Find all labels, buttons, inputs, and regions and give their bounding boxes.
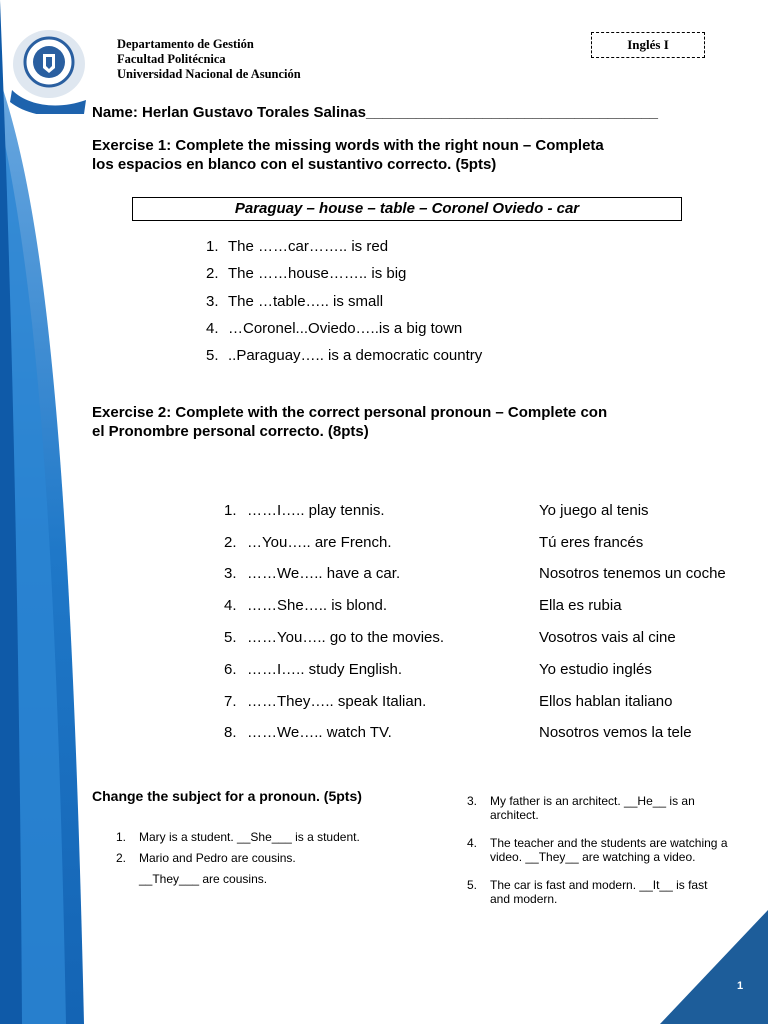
exercise3-item — [116, 851, 296, 865]
exercise2-item — [224, 661, 402, 678]
item-english: ……I….. play tennis. — [247, 502, 385, 519]
exercise1-title-line2: los espacios en blanco con el sustantivo correcto. (5pts) — [92, 156, 497, 173]
item-number: 1. — [206, 238, 219, 255]
student-name-line: Name: Herlan Gustavo Torales Salinas___________________________________ — [92, 104, 658, 121]
item-text: Mary is a student. __She___ is a student. — [139, 830, 360, 844]
exercise1-item — [206, 293, 383, 310]
item-number: 3. — [206, 293, 219, 310]
item-english: ……I….. study English. — [247, 661, 403, 678]
item-number: 5. — [467, 878, 478, 892]
item-text: The ……car…….. is red — [228, 238, 389, 255]
item-number: 3. — [467, 794, 478, 808]
item-text-line2: video. __They__ are watching a video. — [490, 850, 696, 864]
item-number: 4. — [224, 597, 237, 614]
item-english: ……She….. is blond. — [247, 597, 388, 614]
item-number: 1. — [116, 830, 127, 844]
item-text-line2: and modern. — [490, 892, 558, 906]
exercise1-item — [206, 320, 462, 337]
item-text-line2: architect. — [490, 808, 539, 822]
exercise2-title-line1: Exercise 2: Complete with the correct personal pronoun – Complete con — [92, 404, 608, 421]
course-box: Inglés I — [591, 32, 705, 58]
corner-triangle-decoration — [660, 910, 768, 1024]
item-number: 1. — [224, 502, 237, 519]
exercise2-item — [224, 502, 385, 519]
item-number: 4. — [467, 836, 478, 850]
exercise2-item — [224, 629, 444, 646]
item-text: …Coronel...Oviedo…..is a big town — [228, 320, 463, 337]
department-label: Departamento de Gestión — [117, 37, 254, 51]
item-text-line1: My father is an architect. __He__ is an — [490, 794, 695, 808]
word-bank-box: Paraguay – house – table – Coronel Oviedo - car — [132, 197, 682, 221]
item-text: ..Paraguay….. is a democratic country — [228, 347, 483, 364]
exercise2-item — [224, 534, 392, 551]
item-spanish: Ella es rubia — [539, 597, 622, 614]
exercise1-item — [206, 238, 388, 255]
exercise2-item — [224, 693, 426, 710]
item-english: ……We….. have a car. — [247, 565, 401, 582]
decorative-left-band — [0, 0, 90, 1024]
item-text: Mario and Pedro are cousins. — [139, 851, 296, 865]
item-text: The …table….. is small — [228, 293, 384, 310]
item-english: ……We….. watch TV. — [247, 724, 392, 741]
exercise2-item — [224, 565, 400, 582]
item-spanish: Tú eres francés — [539, 534, 644, 551]
item-text: The ……house…….. is big — [228, 265, 407, 282]
exercise3-item-continuation: __They___ are cousins. — [139, 872, 268, 886]
item-english: ……They….. speak Italian. — [247, 693, 427, 710]
university-label: Universidad Nacional de Asunción — [117, 67, 301, 81]
university-logo — [8, 28, 90, 114]
exercise2-item — [224, 597, 387, 614]
item-number: 4. — [206, 320, 219, 337]
exercise2-item — [224, 724, 392, 741]
exercise2-title-line2: el Pronombre personal correcto. (8pts) — [92, 423, 369, 440]
item-spanish: Ellos hablan italiano — [539, 693, 673, 710]
item-spanish: Yo estudio inglés — [539, 661, 652, 678]
exercise1-title-line1: Exercise 1: Complete the missing words with the right noun – Completa — [92, 137, 604, 154]
item-spanish: Yo juego al tenis — [539, 502, 649, 519]
item-english: …You….. are French. — [247, 534, 392, 551]
item-spanish: Nosotros vemos la tele — [539, 724, 692, 741]
item-number: 5. — [224, 629, 237, 646]
item-number: 6. — [224, 661, 237, 678]
faculty-label: Facultad Politécnica — [117, 52, 226, 66]
item-number: 2. — [224, 534, 237, 551]
exercise1-item — [206, 265, 406, 282]
item-number: 5. — [206, 347, 219, 364]
item-spanish: Nosotros tenemos un coche — [539, 565, 726, 582]
exercise3-item — [116, 830, 360, 844]
item-text-line1: The teacher and the students are watching a — [490, 836, 728, 850]
item-text-line1: The car is fast and modern. __It__ is fast — [490, 878, 708, 892]
page-number: 1 — [737, 980, 744, 992]
item-number: 2. — [116, 851, 127, 865]
item-spanish: Vosotros vais al cine — [539, 629, 676, 646]
item-number: 3. — [224, 565, 237, 582]
item-number: 2. — [206, 265, 219, 282]
item-number: 7. — [224, 693, 237, 710]
exercise1-item — [206, 347, 482, 364]
item-english: ……You….. go to the movies. — [247, 629, 445, 646]
item-number: 8. — [224, 724, 237, 741]
exercise3-title: Change the subject for a pronoun. (5pts) — [92, 788, 362, 804]
